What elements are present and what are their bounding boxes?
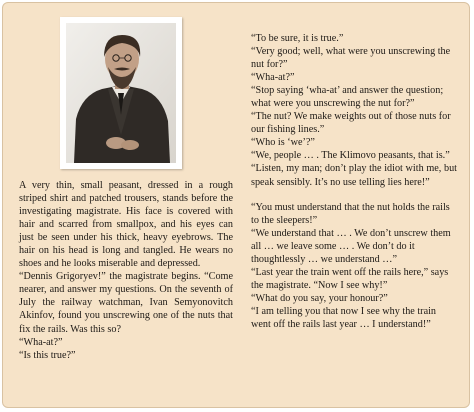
dialogue-line: “We, people … . The Klimovo peasants, that is.” [251, 150, 450, 162]
dialogue-paragraph: “Dennis Grigoryev!” the magistrate begins. “Come nearer, and answer my questions. On the seventh of July the railway watchman, Ivan Semyonovitch Akinfov, found you unscrewing one of the nuts that fix the rails. Was this so? [19, 271, 233, 335]
dialogue-line: “You must understand that the nut holds the rails to the sleepers!” [251, 201, 450, 226]
dialogue-line: “Wha-at?” [251, 72, 295, 84]
author-portrait [60, 17, 182, 169]
portrait-photo [66, 23, 176, 163]
dialogue-line: “Stop saying ‘wha-at’ and answer the question; what were you unscrewing the nut for?” [251, 85, 444, 110]
dialogue-line: “What do you say, your honour?” [251, 292, 388, 304]
paragraph-gap [251, 189, 457, 201]
dialogue-line: “To be sure, it is true.” [251, 33, 344, 44]
narration-paragraph: A very thin, small peasant, dressed in a rough striped shirt and patched trousers, stands before the investigating magistrate. His face is covered with hair and scarred from smallpox, and his eyes can just be seen under his thick, heavy eyebrows. The hair on his head is long and tangled. He wears no shoes and he looks miserable and depressed. [19, 180, 233, 270]
dialogue-line: “Very good; well, what were you unscrewing the nut for?” [251, 46, 451, 71]
dialogue-line: “Is this true?” [19, 349, 76, 361]
dialogue-line: “I am telling you that now I see why the train went off the rails last year … I understand!” [251, 305, 437, 330]
dialogue-line: “Last year the train went off the rails here,” says the magistrate. “Now I see why!” [251, 266, 449, 291]
left-text-column [19, 179, 233, 362]
dialogue-line: “Listen, my man; don’t play the idiot with me, but speak sensibly. It’s no use telling lies here!” [251, 163, 457, 188]
dialogue-line: “Who is ‘we’?” [251, 137, 315, 149]
dialogue-line: “We understand that … . We don’t unscrew them all … we leave some … . We don’t do it thoughtlessly … we understand …” [251, 227, 451, 265]
dialogue-line: “The nut? We make weights out of those nuts for our fishing lines.” [251, 111, 451, 136]
book-page [2, 2, 470, 408]
dialogue-line: “Wha-at?” [19, 336, 63, 348]
right-text-column [251, 32, 457, 331]
